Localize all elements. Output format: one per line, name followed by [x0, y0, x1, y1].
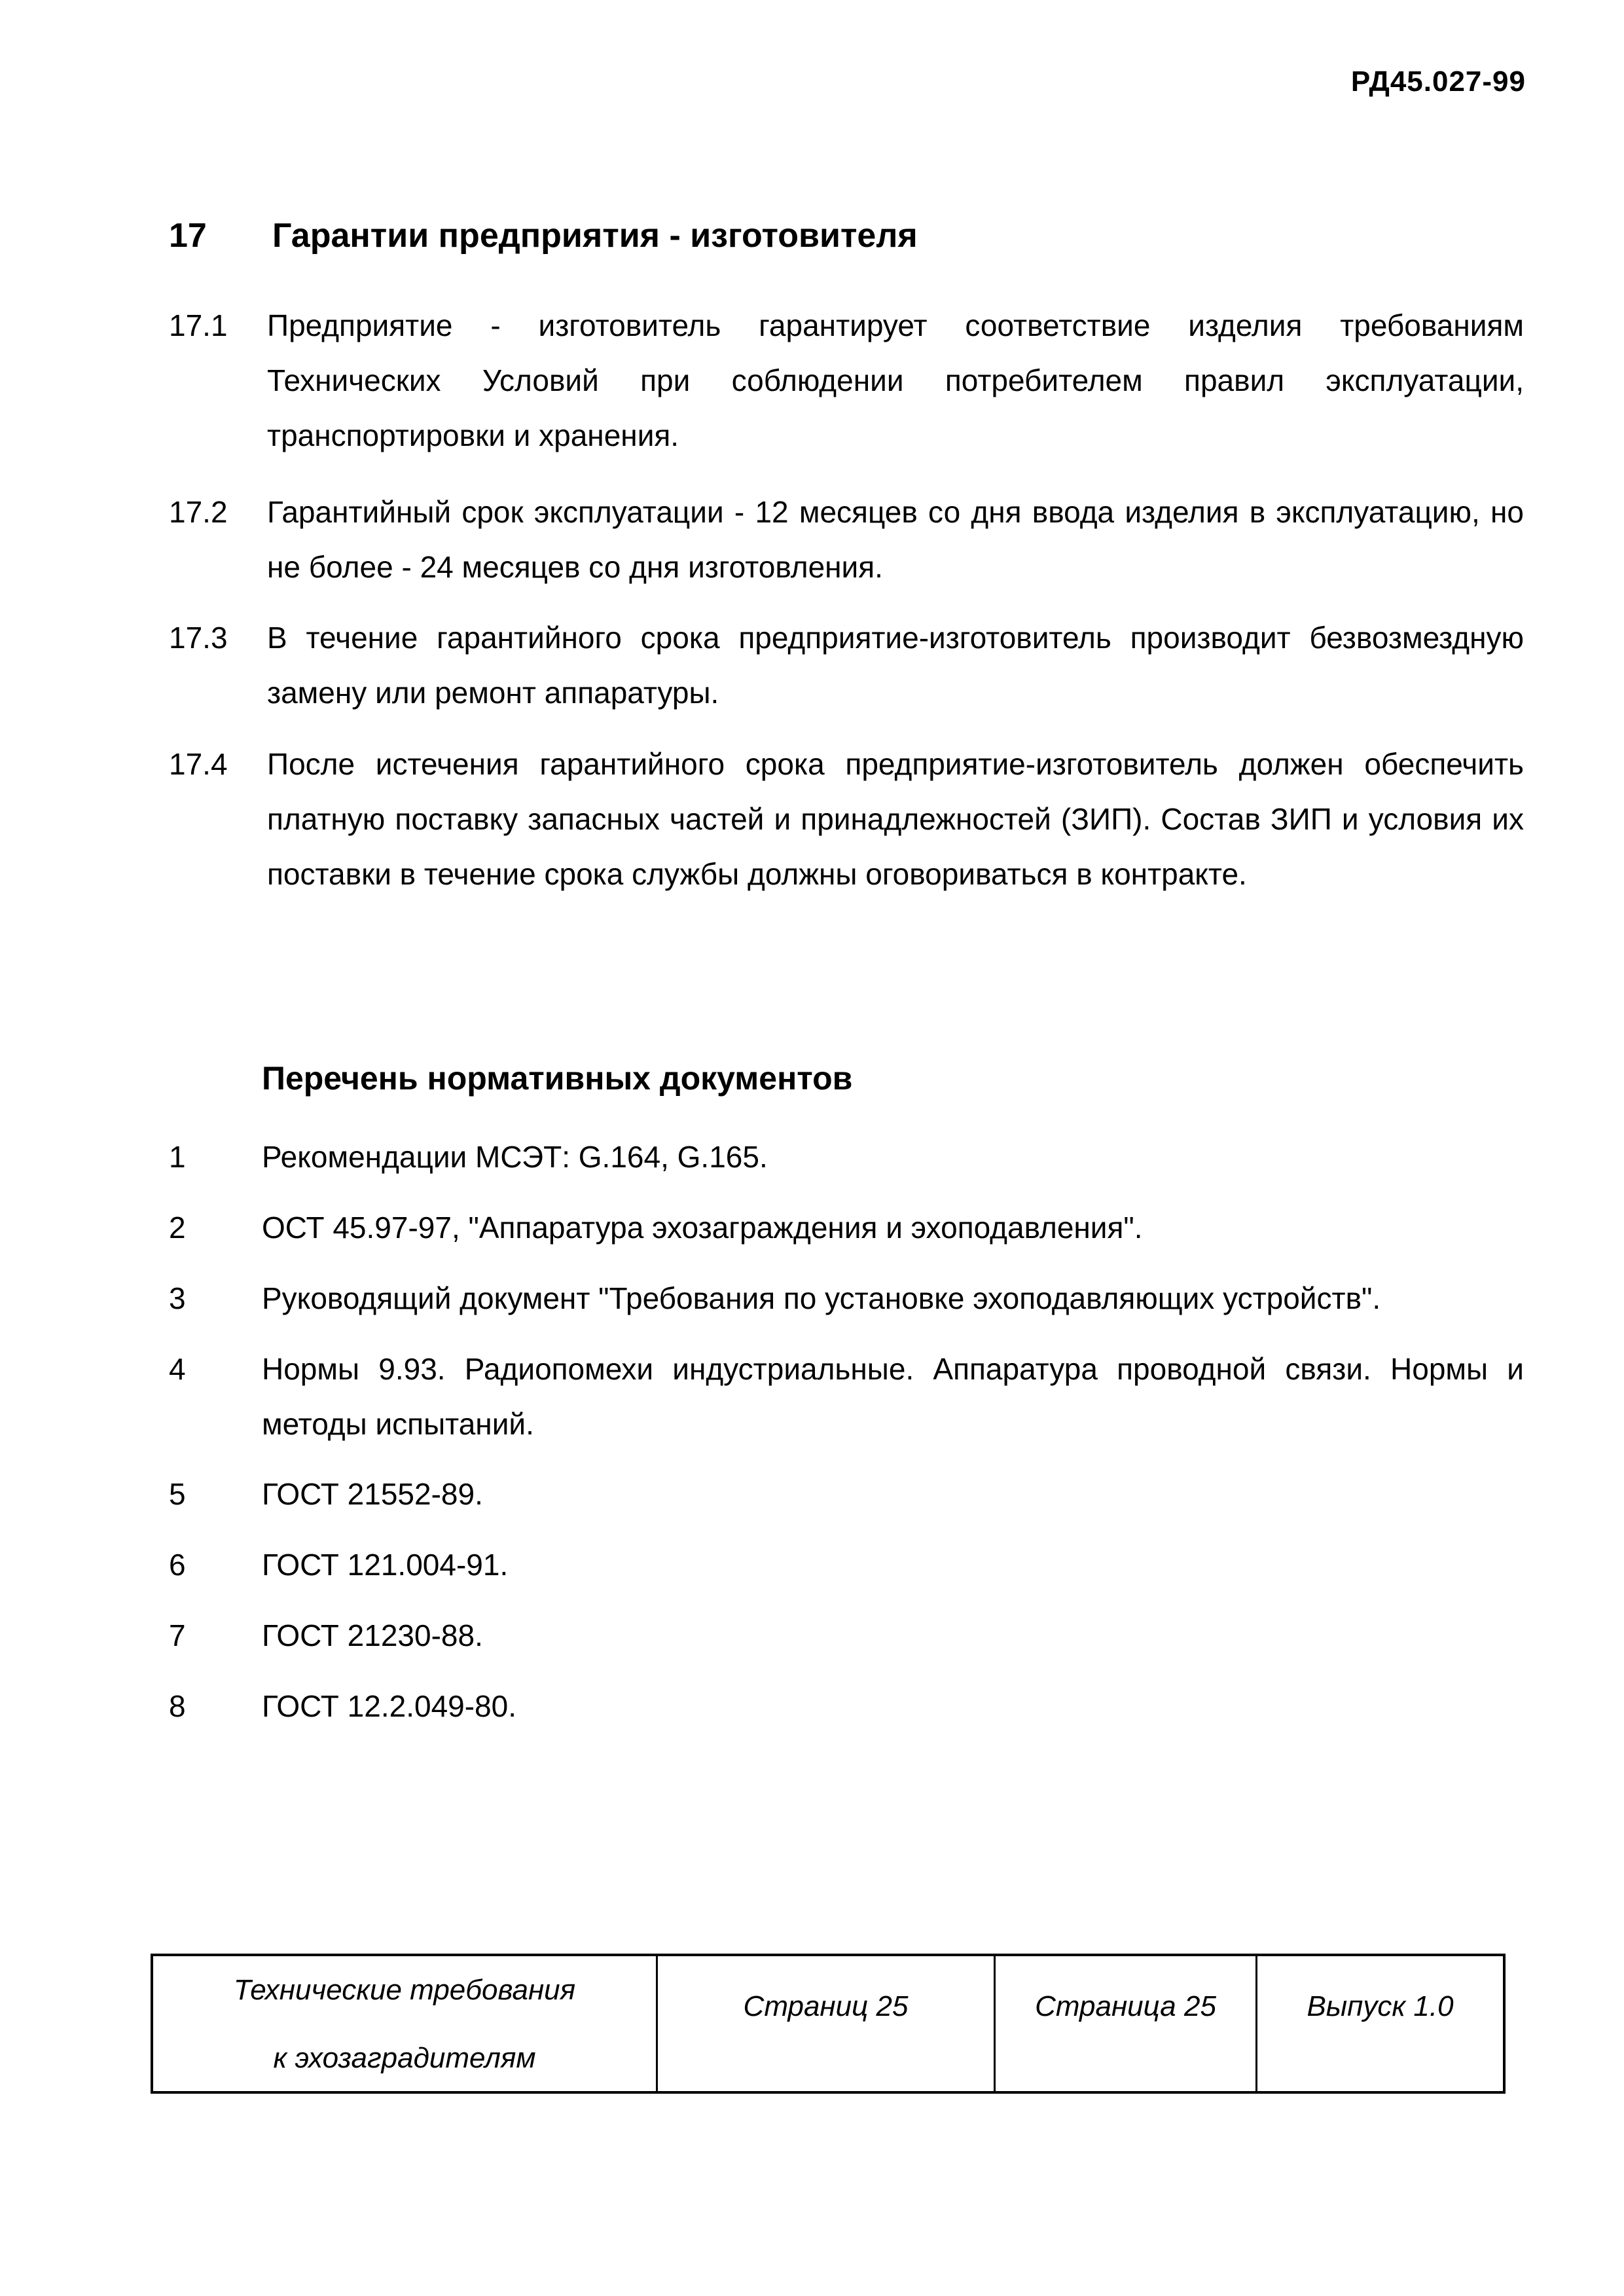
clause-text: После истечения гарантийного срока предприятие-изготовитель должен обеспечить платную поставку запасных частей и принадлежностей (ЗИП). Состав ЗИП и условия их поставки в течение срока службы должны оговориваться в контракте.: [267, 747, 1524, 891]
title-block-page-current: Страница 25: [994, 1956, 1255, 2091]
document-code: РД45.027-99: [1350, 65, 1526, 98]
reference-item: [169, 1129, 1524, 1184]
reference-number: 5: [169, 1477, 186, 1511]
reference-item: [169, 1271, 1524, 1326]
references-title: Перечень нормативных документов: [262, 1060, 853, 1097]
reference-item: [169, 1341, 1524, 1451]
reference-item: [169, 1537, 1524, 1592]
reference-number: 2: [169, 1211, 186, 1245]
reference-text: Нормы 9.93. Радиопомехи индустриальные. Аппаратура проводной связи. Нормы и методы испытаний.: [262, 1352, 1524, 1441]
reference-text: Рекомендации МСЭТ: G.164, G.165.: [262, 1140, 768, 1174]
reference-text: Руководящий документ "Требования по установке эхоподавляющих устройств".: [262, 1281, 1381, 1315]
document-title-line-2: к эхозаградителям: [273, 2042, 536, 2074]
clause-number: 17.3: [169, 621, 228, 655]
reference-number: 1: [169, 1140, 186, 1174]
clause-text: Гарантийный срок эксплуатации - 12 месяцев со дня ввода изделия в эксплуатацию, но не более - 24 месяцев со дня изготовления.: [267, 495, 1524, 584]
reference-number: 7: [169, 1618, 186, 1652]
clause-text: Предприятие - изготовитель гарантирует соответствие изделия требованиям Технических Условий при соблюдении потребителем правил эксплуатации, транспортировки и хранения.: [267, 308, 1524, 452]
reference-number: 4: [169, 1352, 186, 1386]
clause-text: В течение гарантийного срока предприятие-изготовитель производит безвозмездную замену или ремонт аппаратуры.: [267, 621, 1524, 710]
document-title-line-1: Технические требования: [233, 1974, 576, 2006]
clause-number: 17.2: [169, 495, 228, 529]
reference-number: 6: [169, 1548, 186, 1582]
clause-17-3: [169, 610, 1524, 720]
reference-text: ГОСТ 21552-89.: [262, 1477, 483, 1511]
section-title: Гарантии предприятия - изготовителя: [272, 217, 918, 255]
clause-number: 17.4: [169, 747, 228, 781]
reference-item: [169, 1608, 1524, 1663]
section-number: 17: [169, 217, 207, 255]
title-block: [151, 1954, 1506, 2094]
reference-text: ГОСТ 121.004-91.: [262, 1548, 509, 1582]
reference-text: ГОСТ 21230-88.: [262, 1618, 483, 1652]
reference-text: ОСТ 45.97-97, "Аппаратура эхозаграждения и эхоподавления".: [262, 1211, 1143, 1245]
clause-number: 17.1: [169, 308, 228, 342]
reference-item: [169, 1200, 1524, 1255]
reference-item: [169, 1679, 1524, 1734]
title-block-pages-total: Страниц 25: [656, 1956, 994, 2091]
title-block-issue: Выпуск 1.0: [1255, 1956, 1503, 2091]
clause-17-1: [169, 298, 1524, 463]
reference-number: 8: [169, 1689, 186, 1723]
reference-number: 3: [169, 1281, 186, 1315]
clause-17-4: [169, 737, 1524, 902]
reference-text: ГОСТ 12.2.049-80.: [262, 1689, 517, 1723]
reference-item: [169, 1467, 1524, 1522]
title-block-document-title: [153, 1956, 656, 2091]
clause-17-2: [169, 484, 1524, 594]
